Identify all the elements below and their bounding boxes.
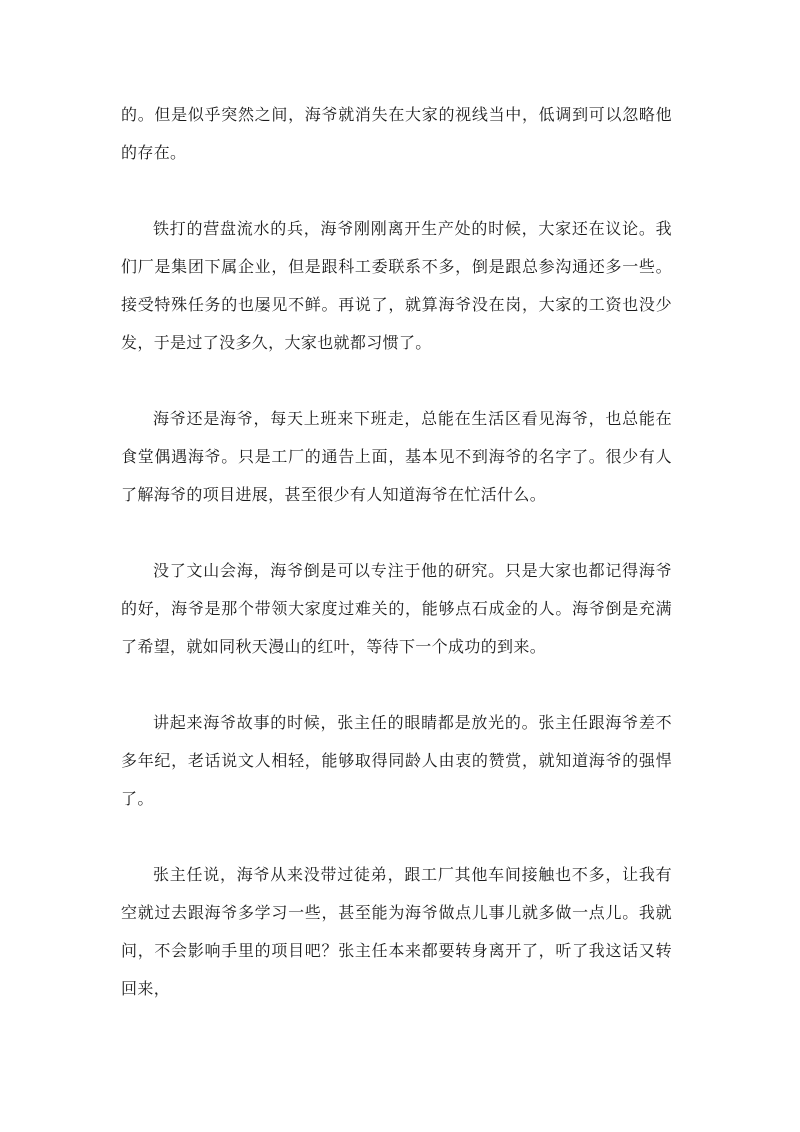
- paragraph-director-zhang: 讲起来海爷故事的时候，张主任的眼睛都是放光的。张主任跟海爷差不多年纪，老话说文人相轻，能够取得同龄人由衷的赞赏，就知道海爷的强悍了。: [121, 713, 672, 808]
- paragraph-hai-ye-daily: 海爷还是海爷，每天上班来下班走，总能在生活区看见海爷，也总能在食堂偶遇海爷。只是工厂的通告上面，基本见不到海爷的名字了。很少有人了解海爷的项目进展，甚至很少有人知道海爷在忙活什么。: [121, 409, 672, 504]
- paragraph-continued: 的。但是似乎突然之间，海爷就消失在大家的视线当中，低调到可以忽略他的存在。: [121, 105, 672, 162]
- paragraph-iron-camp: 铁打的营盘流水的兵，海爷刚刚离开生产处的时候，大家还在议论。我们厂是集团下属企业，但是跟科工委联系不多，倒是跟总参沟通还多一些。接受特殊任务的也屡见不鲜。再说了，就算海爷没在岗，大家的工资也没少发，于是过了没多久，大家也就都习惯了。: [121, 219, 672, 352]
- paragraph-research-focus: 没了文山会海，海爷倒是可以专注于他的研究。只是大家也都记得海爷的好，海爷是那个带领大家度过难关的，能够点石成金的人。海爷倒是充满了希望，就如同秋天漫山的红叶，等待下一个成功的到来。: [121, 561, 672, 656]
- paragraph-no-apprentice: 张主任说，海爷从来没带过徒弟，跟工厂其他车间接触也不多，让我有空就过去跟海爷多学习一些，甚至能为海爷做点儿事儿就多做一点儿。我就问，不会影响手里的项目吧？张主任本来都要转身离开了，听了我这话又转回来，: [121, 865, 672, 998]
